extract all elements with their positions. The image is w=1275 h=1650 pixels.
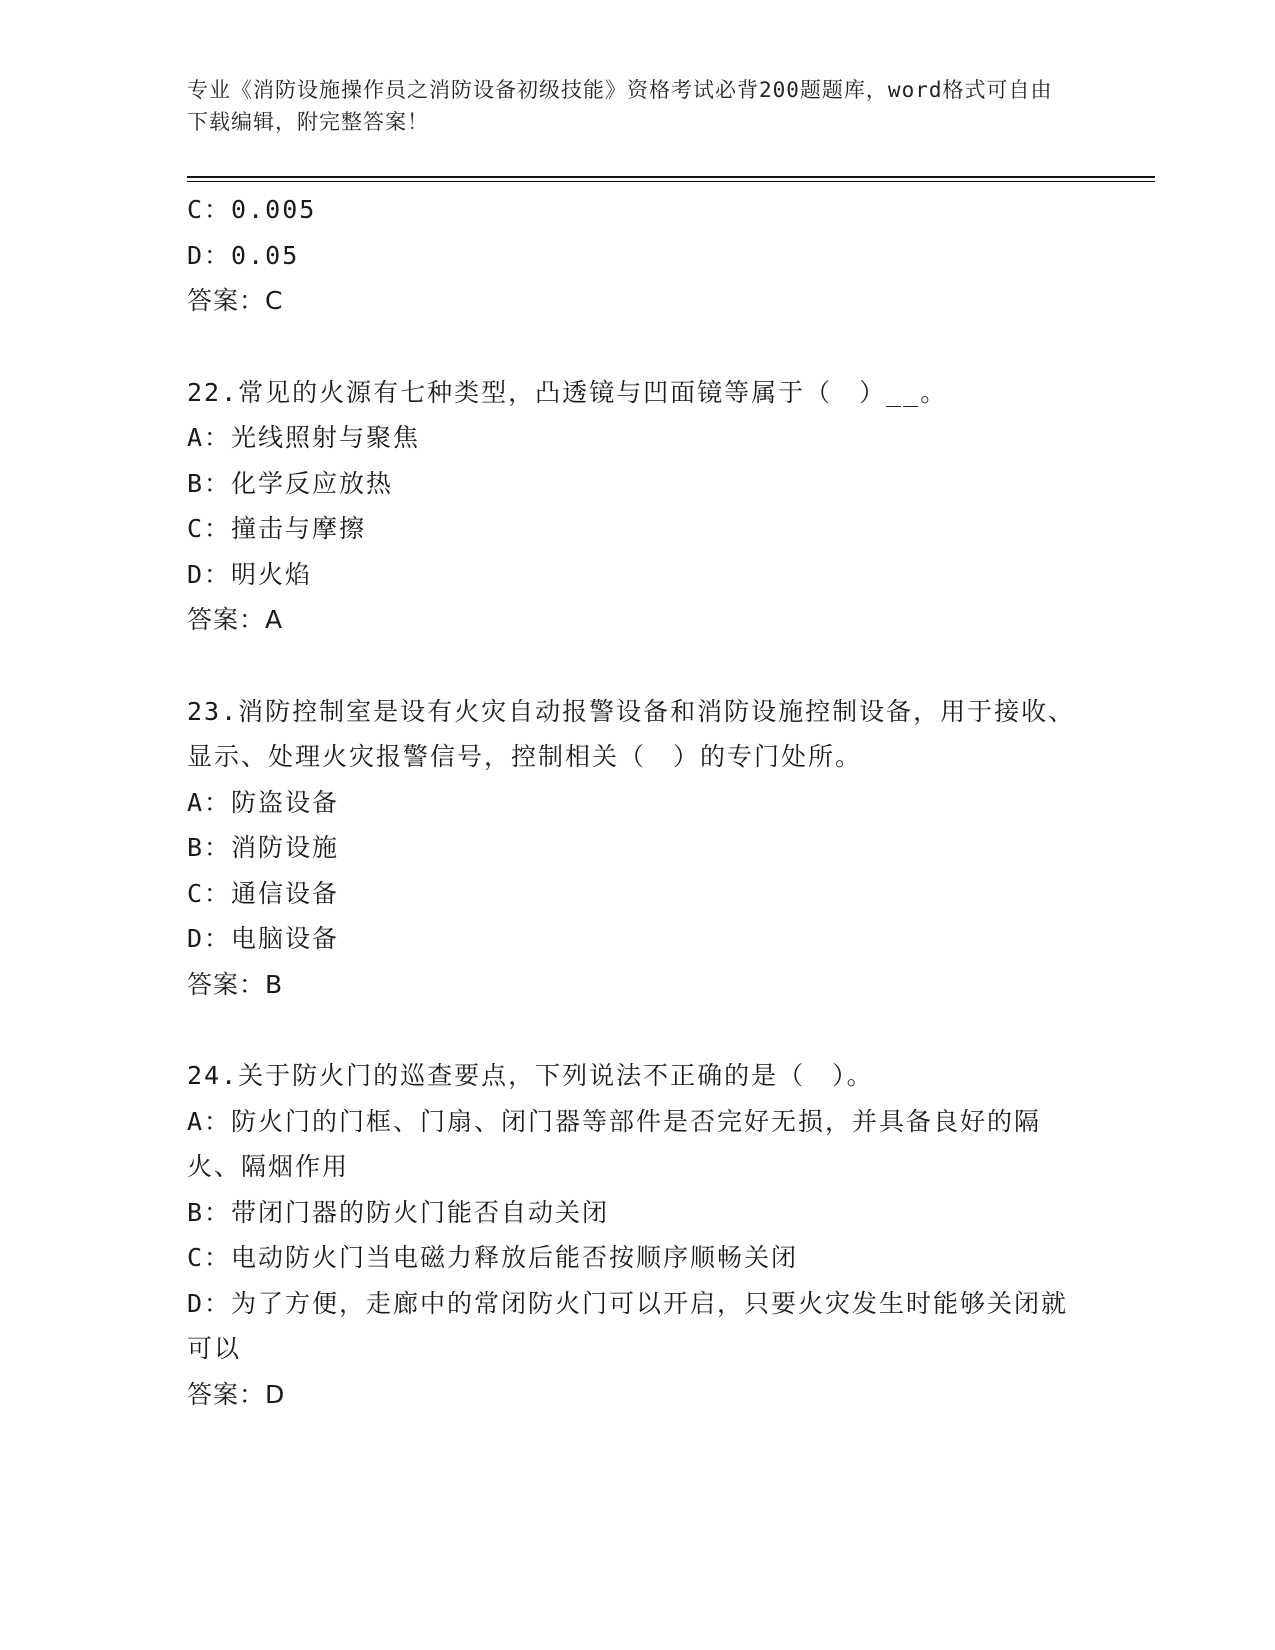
option-c: C：0.005 bbox=[187, 195, 317, 224]
option-a: A：防火门的门框、门扇、闭门器等部件是否完好无损，并具备良好的隔火、隔烟作用 bbox=[187, 1106, 1042, 1181]
spacer bbox=[187, 643, 1087, 689]
question-stem: 22.常见的火源有七种类型，凸透镜与凹面镜等属于（ ）__。 bbox=[187, 377, 948, 407]
question-22 bbox=[187, 370, 1087, 643]
option-a: A：光线照射与聚焦 bbox=[187, 423, 421, 452]
option-b: B：带闭门器的防火门能否自动关闭 bbox=[187, 1197, 610, 1227]
answer-line: 答案：D bbox=[187, 1379, 286, 1409]
spacer bbox=[187, 324, 1087, 370]
header-divider-thick bbox=[187, 176, 1155, 178]
answer-line: 答案：A bbox=[187, 605, 284, 634]
answer-line: 答案：C bbox=[187, 286, 284, 315]
spacer bbox=[187, 1007, 1087, 1053]
question-stem: 23.消防控制室是设有火灾自动报警设备和消防设施控制设备，用于接收、显示、处理火灾报警信号，控制相关（ ）的专门处所。 bbox=[187, 696, 1076, 771]
option-c: C：通信设备 bbox=[187, 878, 340, 908]
option-d: D：为了方便，走廊中的常闭防火门可以开启，只要火灾发生时能够关闭就可以 bbox=[187, 1288, 1069, 1363]
option-b: B：化学反应放热 bbox=[187, 468, 394, 498]
option-d: D：明火焰 bbox=[187, 559, 313, 589]
question-24 bbox=[187, 1053, 1087, 1417]
answer-line: 答案：B bbox=[187, 969, 284, 999]
option-d: D：0.05 bbox=[187, 240, 300, 270]
option-b: B：消防设施 bbox=[187, 833, 340, 862]
option-c: C：撞击与摩擦 bbox=[187, 514, 367, 543]
question-stem: 24.关于防火门的巡查要点，下列说法不正确的是（ ）。 bbox=[187, 1061, 874, 1090]
option-a: A：防盗设备 bbox=[187, 787, 340, 817]
option-c: C：电动防火门当电磁力释放后能否按顺序顺畅关闭 bbox=[187, 1243, 799, 1272]
header-divider-thin bbox=[187, 181, 1155, 182]
question-23 bbox=[187, 689, 1087, 1008]
question-content bbox=[187, 187, 1087, 1417]
option-d: D：电脑设备 bbox=[187, 924, 340, 953]
document-header: 专业《消防设施操作员之消防设备初级技能》资格考试必背200题题库，word格式可自由下载编辑，附完整答案！ bbox=[187, 78, 1053, 134]
question-fragment bbox=[187, 187, 1087, 324]
